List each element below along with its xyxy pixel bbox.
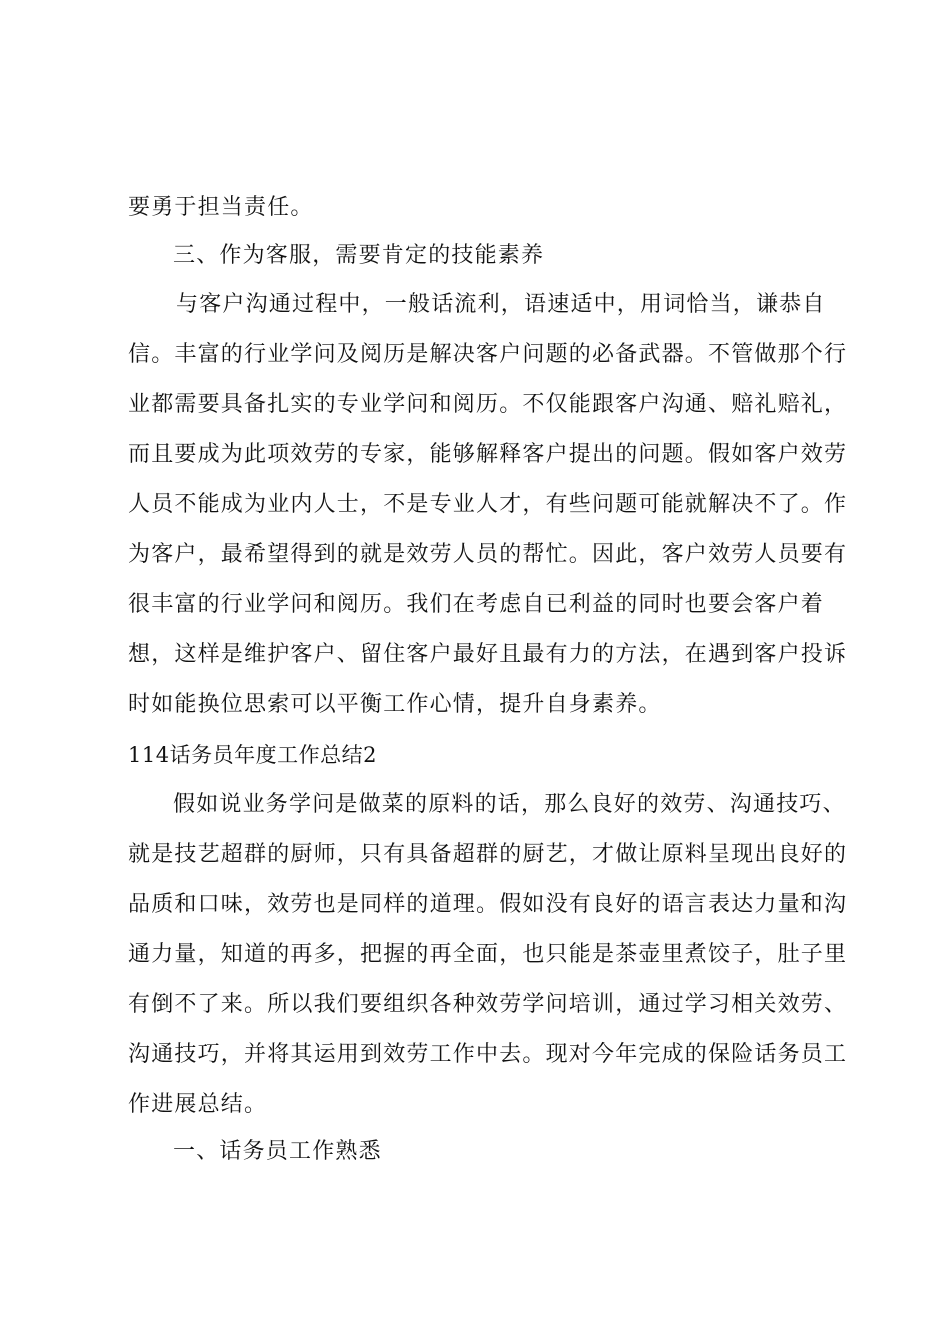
paragraph-line: 品质和口味，效劳也是同样的道理。假如没有良好的语言表达力量和沟 (128, 892, 848, 917)
paragraph-line: 想，这样是维护客户、留住客户最好且最有力的方法，在遇到客户投诉 (128, 642, 848, 667)
paragraph-line: 沟通技巧，并将其运用到效劳工作中去。现对今年完成的保险话务员工 (128, 1042, 848, 1067)
paragraph-line: 就是技艺超群的厨师，只有具备超群的厨艺，才做让原料呈现出良好的 (128, 842, 848, 867)
paragraph-line: 作进展总结。 (128, 1092, 268, 1117)
paragraph-line: 有倒不了来。所以我们要组织各种效劳学问培训，通过学习相关效劳、 (128, 992, 848, 1017)
paragraph-line: 业都需要具备扎实的专业学问和阅历。不仅能跟客户沟通、赔礼赔礼， (128, 392, 848, 417)
paragraph-line: 而且要成为此项效劳的专家，能够解释客户提出的问题。假如客户效劳 (128, 442, 848, 467)
paragraph-line: 与客户沟通过程中，一般话流利，语速适中，用词恰当，谦恭自 (176, 292, 826, 317)
article-title: 114话务员年度工作总结2 (128, 743, 377, 767)
paragraph-line: 通力量，知道的再多，把握的再全面，也只能是茶壶里煮饺子，肚子里 (128, 942, 848, 967)
paragraph-line: 假如说业务学问是做菜的原料的话，那么良好的效劳、沟通技巧、 (173, 792, 846, 817)
section-three-title: 三、作为客服，需要肯定的技能素养 (173, 243, 545, 268)
paragraph-line: 很丰富的行业学问和阅历。我们在考虑自已利益的同时也要会客户着 (128, 592, 825, 617)
paragraph-line: 人员不能成为业内人士，不是专业人才，有些问题可能就解决不了。作 (128, 492, 848, 517)
section-one-title: 一、话务员工作熟悉 (173, 1139, 382, 1164)
paragraph-line: 信。丰富的行业学问及阅历是解决客户问题的必备武器。不管做那个行 (128, 342, 848, 367)
paragraph-line: 为客户，最希望得到的就是效劳人员的帮忙。因此，客户效劳人员要有 (128, 542, 848, 567)
paragraph-line: 时如能换位思索可以平衡工作心情，提升自身素养。 (128, 692, 662, 717)
paragraph-end-line: 要勇于担当责任。 (128, 195, 314, 220)
